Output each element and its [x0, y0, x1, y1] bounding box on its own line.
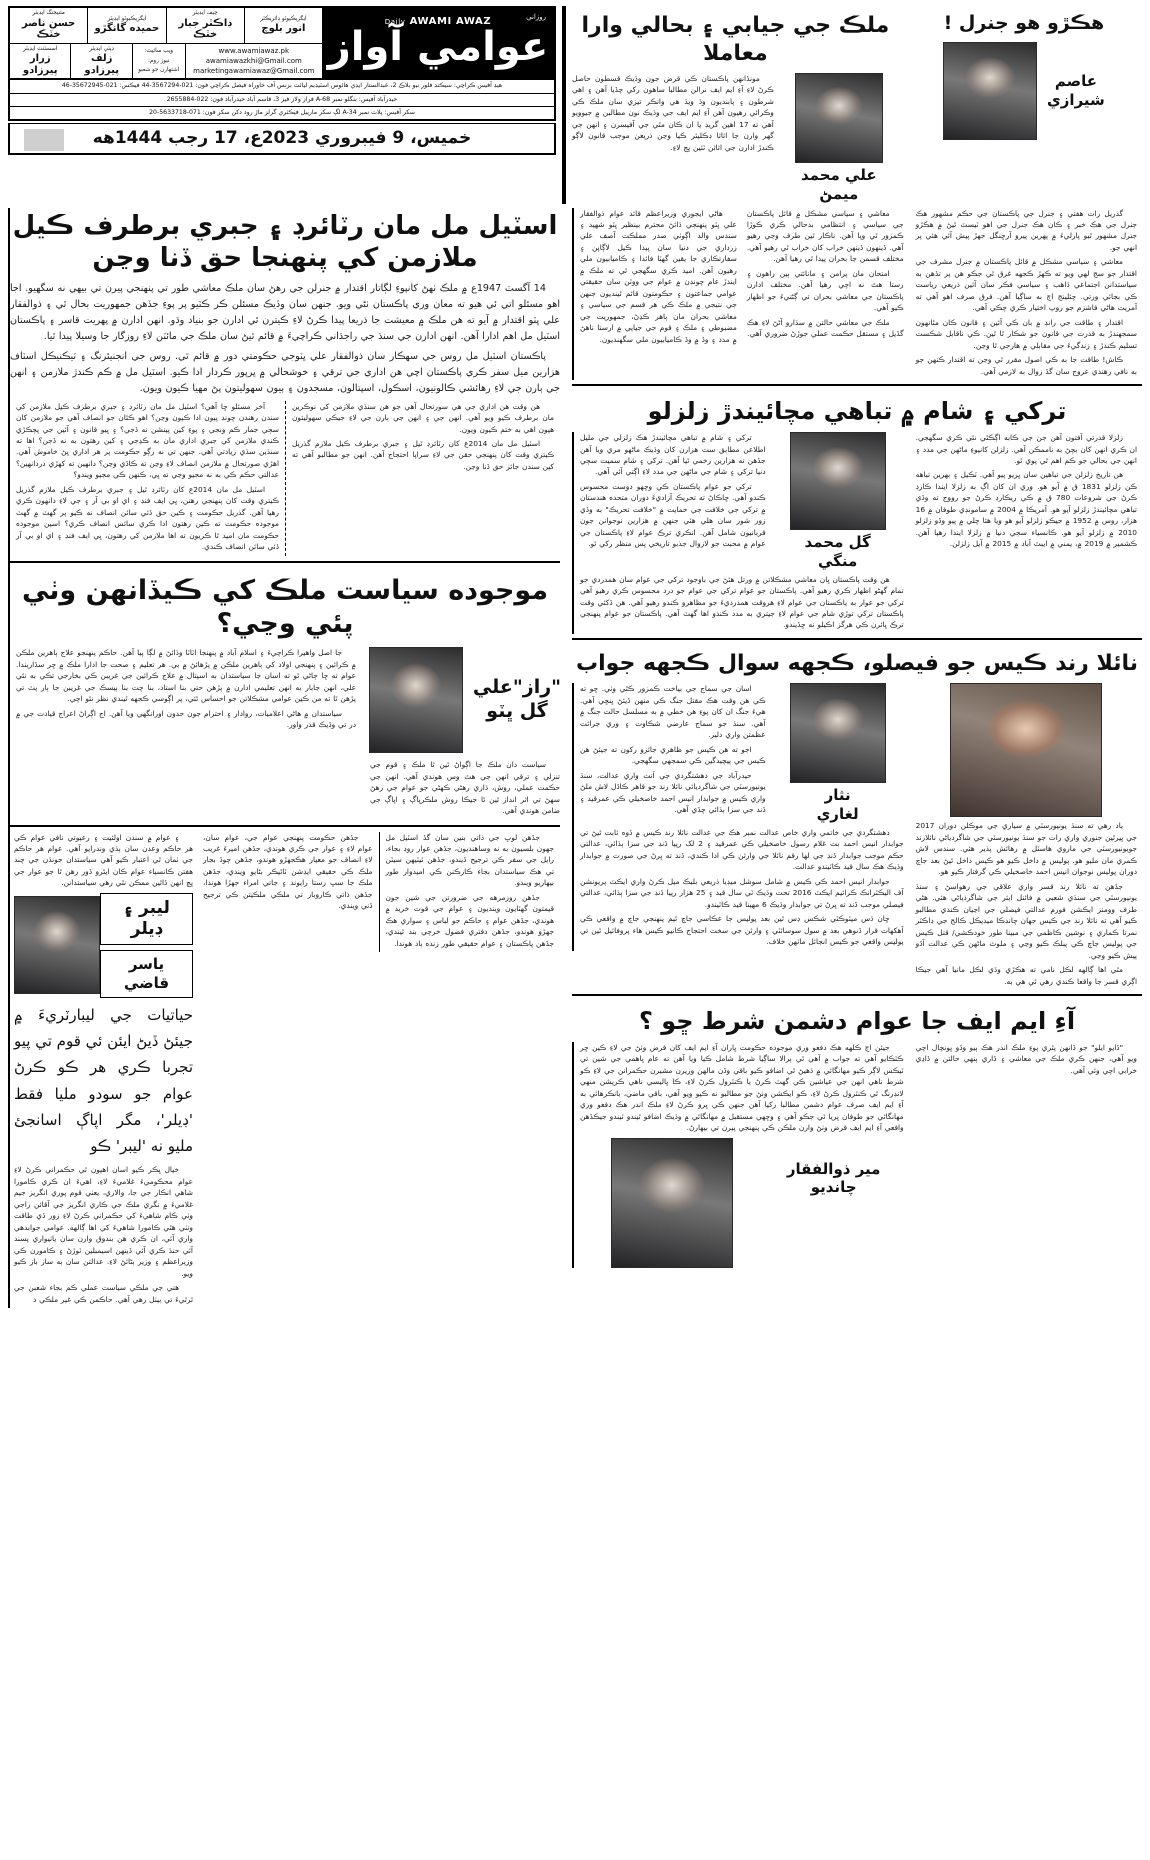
article-earthquake: [572, 384, 1142, 634]
staff-grid: [10, 8, 322, 78]
author-photo-raz-ali-gul-bhutto: [369, 647, 463, 753]
staff-cell-exec-director: ايگزيڪيوٽو ڊائريڪٽر انور بلوچ: [244, 8, 322, 43]
earthquake-col-c: هن وقت پاڪستان ڀان معاشي مشڪلاتن ۾ ورتل هئڻ جي باوجود تركي جي عوام سان همدردي جو تمام گهڻو اظهار ڪري رهيو آهي. پاڪستان جو عوام تركي جي عوام جو درد محسوس ڪري رهيو آهي تركي جو عوار به پاڪستان جي عوام لاءِ هروقت همدرديءَ جو مظاهرو ڪندو رهيو آهي. هن ڏکئي وقت پاڪستان تركي توڙي شام جي عوام لاءِ جيتري به مدد ڪندو اها گهٽ آهي. پاڪستان جو عوام پنهنجي ترڪ ڀائرن ڪي هرگز اڪيلو نه ڇڏيندو.: [580, 574, 904, 630]
web-label-3: اشتهارن جو شعبو: [138, 66, 180, 73]
byline-eq-line1: گل محمد: [804, 533, 871, 552]
main-body: [8, 208, 1142, 1308]
imf-col-a: "ڏايو ايلو" جو ڏانهن پٿري پوءِ ملڪ اندر هڪ ٻيو وڏو ڀونچال اچي ويو آهي، جنهن ڪري ملڪ جي معاشي ۽ ڏاري ٻنهي حالتن ۾ ڏاڍي خرابي اچي وئي آهي.: [915, 1042, 1137, 1075]
naila-col-a: ياد رهي ته سنڌ يونيورسٽي ۾ سياري جي موڪلن دوران 2017 جي ڀيرٿين جنوري واري رات جو سنڌ يونيورسٽي جي شاگردياڻي نائلارند جويونيورسٽي جي ماروي هاسٽل ۾ رهائش پذير هئي. سندس لاش ڪمري مان مليو هو. پوليس ۾ داخل ڪيو هو ڪيس داخل ٿيڻ بعد جاچ دوران پوليس نوجوان انيس احمد خاصخيلي ڪي گرفتار ڪيو هو. جڏهن ته نائلا رند قسر واري علاقي جي رهواسڻ ۽ سنڌ يونيورسٽي جي سنڌي شعبي ۾ فائنل ايئر جي شاگردياڻي هئي. هڻي طرف وومنز ايڪشن فورم عدالتي فيصلي جي اڃيان ڪندي مطالبو ڪيو آهي ته نائلا رند جي ڪيس جهان چانڊڪا ميڊيڪل ڪالج جي ڊاڪٽر نمرتا ڪماري ۽ نوشين ڪاظمي جي مبينا طور خودڪشي/ قتل ڪيس جي پوليس جاچ ڪي پبلڪ ڪيو وڃي ۽ ملوث ماڻهن ڪي عدالت آڏو پيش ڪيو وڃي. مٿي اها ڳالهه لڪل نامي ته هڪڙي وڌي لڪل مانيا آهي جيڪا اڳري قسر جا واقعا ڪندي رهي ٿي هي به.: [910, 683, 1142, 990]
address-block: [8, 80, 556, 121]
author-photo-mir-zulfiqar-chandio: [611, 1138, 733, 1268]
web-label-2: نيوز روم:: [148, 57, 170, 64]
author-photo-asim-shirazi: [943, 42, 1037, 140]
bahali-intro-text: مونڏانهن پاڪستان ڪي قرض جون وڌيڪ قسطون حاصل ڪرڻ لاءِ آءِ ايم ايف نرالن مطالبا ساهون رکي چڏيا آهن ۽ اهي شرطون ۽ پابنديون وڌ ويڌ هي وانڪر تيزي سان ملڪ ڪي وڪرائي رهيون آهن آءِ ايم ايف جي وڌيڪ نون مطالبن ۾ جيوويو آهي ته 17 اهين گريڊ يا ان ڪان مٿي جي آفيسرن ۽ انهن جي گهر وارن جا اثاثا ڊڪليئر ڪيا وڃن ذريعن موجب قانون لاڳو ڪندڙ ادارن جي اثاثن ٽئين ڀڄ لاءِ.: [572, 74, 774, 152]
web-label-1: ويب سائيٽ:: [144, 48, 174, 55]
headline-bahali: ملڪ جي جيابي ۽ بحالي وارا معاملا: [581, 13, 890, 66]
author-photo-nisar-laghari: [790, 683, 886, 783]
lead-intro: 14 آگسٽ 1947ع ۾ ملڪ ٺهڻ کانپوءِ لڳاتار اقتدار ۾ جنرلن جي رهڻ سان ملڪ معاشي طور تي پنهنجي پيرن تي بيهي نه سگهيو. اجا اهو مسئلو اتي ئي هيو ته معان وري پاڪستان ٺڻي ويو. جنهن سان وڏيڪ مسئلن ڪر ڪٽيو پر پوءِ جڏهن جمهوريت بحال ٿي ۽ ذوالفقار علي ڀٽو اقتدار ۾ آيو ته هن ملڪ ۾ معيشت جا ذريعا پيدا ڪرڻ لاءِ ڪيترن ئي ادارن جو بنياد وڌو. انهن ادارن ۾ پهريت قاسر ۽ پاڪستان اسٽيل مل اهم ادارا آهن. انهن ادارن جي سنڌ جي راجڌاني ڪراچيءَ ۾ قائم ٿيڻ سان ملڪ جي مائٽن لاءِ روزگار جا وسيلا پيدا ٿيا. پاڪستان اسٽيل مل روس جي سهڪار سان ذوالفقار علي ڀٽوجي حڪومتي دور ۾ قائم ٿي. روس جي انجنيئرنگ ۽ ٽيڪنيڪل اسٽاف هزارين ميل سفر ڪري پاڪستان اچي هن اداري جي ترقي ۽ خوشحالي ۾ ڀرپور ڪردار ادا ڪيو. اسٽيل مل ۾ ڪم ڪندڙ ملازمن ۽ انهن جي ٻارن جي لاءِ رهائشي ڪالونيون، اسڪول، اسپتالون، مسجدون ۽ ٻيون سهوليتون پڻ مهيا ڪيون ويون.: [10, 282, 560, 395]
byline-bahali-line1: علي محمد: [801, 166, 877, 184]
date-strip: [8, 123, 556, 155]
web-line-2[interactable]: awamiawazkhi@Gmail.com: [205, 56, 302, 65]
web-line-1[interactable]: www.awamiawaz.pk: [218, 46, 290, 55]
labor-intro-verse: حياتيات جي ليبارٽريءَ ۾ جيئڻ ڏيڻ ايئن ئي قوم تي پيو تجربا ڪري هر ڪو ڪرڻ عوام جو سودو مليا فقط 'ڊيلر'، مگر اپاڳ اسانجئ مليو نه 'ليبر' ڪو: [14, 1005, 193, 1156]
staff-row-top: [10, 8, 322, 44]
byline-labor: ياسر قاضي: [100, 950, 193, 998]
bahali-col-b: هاڻي ايجوري وزيراعظم قائد عوام ذوالفقار علي ڀٽو پنهنجي ڌائڻ محترم بينظير ڀٽو شهيد ۽ سندس والد اڳوٺي صدر مملڪت آصف علي زرداري جي دنيا سان پيدا ڪيل لاڳاپن ۽ سفارتڪاري جا يقين گهٽا فائدا ۽ ڪاميابيون ملي رهيون آهن. اميد ڪري سگهجي ٿي ته ملڪ ۾ ايندڙ عام چونڊن ۾ عوام جي ووٽن سان حقيقتي عوامي جماعتون ۽ حڪومتون قائم ٿينديون جنهن جي نتيجي ۾ ملڪ ڪي هر قسم جي سياسي ۽ معاشي بحران مان ٻاهر ڪڍڻ، جمهوريت جي مضبوطي ۽ ملڪ ۽ قوم جي جياپي ۾ ارستا ناهڻ ۾ مدد ۽ وڏ ۾ وڏ ڪاميابيون ملي سگهنديون.: [580, 208, 737, 344]
staff-cell-assistant-editor: اسسٽنٽ ايڊيٽر زرار پيرزادو: [22, 45, 58, 76]
byline-general-line2: شيرازي: [1047, 90, 1105, 109]
left-feature-area: [568, 208, 1142, 1308]
headline-imf: آءِ ايم ايف جا عوام دشمن شرط ڇو ؟: [638, 1006, 1076, 1035]
staff-cell-deputy-editor: ڊپٽي ايڊيٽر زلف پيرزادو: [70, 44, 131, 79]
byline-general-line1: عاصم: [1054, 72, 1097, 90]
staff-cell-managing-editor: مئنيجنگ ايڊيٽر حسن ناصر خٽڪ: [21, 10, 76, 41]
article-labor: [10, 825, 560, 1308]
imf-right: [572, 1042, 910, 1268]
siasat-col-b: جا اصل واهيرا ڪراچيءَ ۽ اسلام آباد ۾ پنهنجا اٽاٽا وڌائڻ ۾ لڳا پيا آهن. حاڪم پنهنجو علاج ٻاهرين ملڪن ۾ ڪرائين ۽ پنهنجي اولاد کي ٻاهرين ملڪن ۾ پڙهائڻ ۾ بي. هر تعليم ۽ صحت جا ادارا ملڪ ۾ ڇر سڏاريندا. عوام ته ڇا ڄاڻي ٿو ته اسان جا سياستدان به اسپتال ۾ علاج ڪرائين جي غريبن ڪي بخارجي تڪي به نٿي علي، انهن جابار به انهن تعليمي ادارن ۾ پڙهن حتي بنا استاد، بنا چت بنا ٻيسڪ جي غريبن جا ٻار پٽ تي پڙهن ٿا ته من ڪين عوامي مشڪلاتن جو احساس ٿئي، پر اڳوسي ڪجهه ٿيندي نظر نٿو اچي. سياستدان ۾ هاڻي اعلاميات، روادار ۽ احترام جون حدون اورانگهي ويا آهن. اج اڳراڻ اعراج قيادت جي ۾ در تي وڏيڪ قدر واور.: [16, 648, 356, 729]
author-photo-gul-muhammad-mangi: [790, 432, 886, 530]
labor-byline-boxes: [100, 893, 193, 998]
earthquake-col-b: تركي ۽ شام ۾ تباهي مچائيندڙ هڪ زلزلي جي مليل اطلاعن مطابق ست هزارن کان وڌيڪ ماڻهو مري ويا آهن جڏهن ته هزارين زخمي ٿيا آهن. تركي ۽ شام سميت سڄي دنيا تركي ۽ شام جي ماڻهن جي مدد لاءِ اڳتي آئي آهي. تركي جو عوام پاڪستان ڪي وڇهو دوست محسوس ڪندو آهي. ڇاڪاڻ ته تحريڪ آزاديءَ دوران متحده هندستان ۾ تركي جي خلافت جي حمايت ۾ "خلافت تحريڪ" به وڏي زور شور سان هلي هئي جنهن ۾ هزارين نوجوانن جون قربانيون شامل آهن. انڪري ترڪ عوام لاءِ پاڪستان جي عوام ۾ محبت جو لازوال جذبو تاريخي پس منظر رکي ٿو.: [580, 433, 766, 549]
labor-top-text: ۽ عوام ۾ سندن اولئيت ۽ رعيوتي نافي عوام ڪي هر حاڪم وعدن سان ٻڌي وندرايو آهي. عوام هر حاڪم جي ٺمان ٿي اعتبار ڪيو آهي سياستدان جونڌن جي چند هفتن ڪانسياء عوام ڪان ايٿرو ڏور رهن ٿا جو عوار جي ڀڄ انهن ڏاٿين ممڪن نٿي رهي سياستدانن.: [14, 832, 193, 888]
lead-columns: [10, 401, 560, 556]
staff-row-bottom: [10, 44, 322, 79]
logo-english-name: Daily AWAMI AWAZ: [384, 15, 492, 27]
headline-lead: اسٽيل مل مان رٽائرڊ ۽ جبري برطرف ڪيل ملازمن کي پنهنجا حق ڏنا وڃن: [12, 210, 558, 273]
address-hyderabad: حيدرآباد آفيس: بنگلو نمبر A-68 فراز ولاز فيز 3، قاسم آباد حيدرآباد فون: 022-2655884: [10, 93, 554, 106]
logo-kicker: روزاني: [526, 13, 546, 21]
masthead-block: [8, 6, 556, 80]
left-top-columns: [562, 6, 1142, 204]
byline-naila-line2: لغاري: [816, 805, 859, 824]
article-bahali-head: [564, 6, 905, 204]
staff-cell-web[interactable]: [185, 44, 322, 79]
author-photo-ali-muhammad-memon: [795, 73, 883, 163]
address-sukkur: سکر آفيس: پلاٽ نمبر A-34 لڳ سکر مارييل فيڪٽري گرلز ماڙ رود دکن سکر فون: 071-5633718-20: [10, 106, 554, 119]
article-general-head: [905, 6, 1142, 204]
staff-cell-exec-editor: ايگزيڪيوٽو ايڊيٽر حميده گانگڙو: [87, 8, 165, 43]
article-siasat: [10, 561, 560, 820]
byline-siasat-line1: "راز"علي: [472, 676, 562, 699]
lead-col-a: هن وقت هن اداري جي هي سورتحال آهي جو هن سنڌي ملازمن کي نوڪرين مان برطرف ڪيو ويو آهي. انهن جي ۽ انهن جي ٻارن جي لاءِ جيڪي سهوليتون هيون اهي به ختم ڪيون ويون. اسٽيل مل مان 2014ع کان رٽائرڊ ٿيل ۽ جبري برطرف ڪيل ملازم گذريل ڪيتري وقت کان پنهنجي حقن جي لاءِ سراپا احتجاج آهن. انهن جو مطالبو آهي ته کين سندن جائز حق ڏنا وڃن.: [285, 401, 560, 556]
byline-imf-line1: مير ذوالفقار: [786, 1159, 881, 1178]
article-imf: [572, 994, 1142, 1268]
headline-general: هڪڙو هو جنرل !: [943, 12, 1105, 34]
labor-col-b: جڏهن حڪومت پنهنجي عوام جي، عوام سان، عوام لاءِ ۽ عوار جي ڪري هوندي، جڏهن اميرءَ غريب لاءِ انصاف جو معيار هڪجهڙو هوندو، جڏهن چوڏ بجار ملڪ ڪي حقيقي ايڊشن ٽاٿيڪر بڻايو ويندي، جڏهن ملڪ جا سڀ رستا رايوند ۽ جاتي امراء جهڙا هوندا، جڏهن ذاتي ڪاروبار تي ملڪي ملڪيتن ڪي ترجيح ڏني ويندي.: [203, 832, 373, 911]
labor-col-a: جڏهن لوڀ جي ذاتي بنين سان گڏ اسٽيل مل جهون بلسيون به نه وساهنديون، جڏهن عوار روڊ بجاء، رايل جي سفر ڪي ترجيح ڏيندو، جڏهن ٽيٽيهن سيٽن تي هڪ سياستدان بجاء ڪارڪنن ڪي اميدوار طور بيهاريو ويندو. جڏهن روزمرهه جي ضرورتن جي شين جون قيمتون گهٽايون وينديون ۽ عوام جي قوت خريد ۾ هوندي، جڏهن عوام ۽ حاڪم جو لباس ۽ سواري هڪ جهڙو هوندو، جڏهن دفتري فضول خرچي بند ٿيندي، جڏهن پاڪستان ۽ عوام حقيقي طور زنده باد هوندا.: [379, 832, 561, 953]
headline-siasat: موجوده سياست ملڪ کي ڪيڏانهن وٺي پئي وڃي؟: [21, 574, 549, 640]
author-photo-yasir-qazi: [14, 896, 100, 994]
left-top-text-row: [572, 208, 1142, 381]
web-line-3[interactable]: marketingawamiawaz@Gmail.com: [193, 67, 315, 76]
article-lead: [10, 210, 560, 556]
byline-bahali: [779, 73, 899, 204]
headline-labor: ليبر ۽ ڊيلر: [100, 893, 193, 946]
bahali-article-body: [572, 208, 910, 381]
byline-imf-line2: چانديو: [810, 1178, 857, 1197]
newspaper-logo[interactable]: [322, 8, 554, 78]
logo-urdu-name: عوامي آواز: [327, 23, 549, 70]
article-naila: [572, 638, 1142, 990]
staff-cell-web-labels: [132, 44, 185, 79]
headline-earthquake: تركي ۽ شام ۾ تباهي مچائيندڙ زلزلو: [647, 397, 1067, 426]
bahali-col-a: معاشي ۽ سياسي مشڪل ۾ قائل پاڪستان جي سياسي ۽ انتظامي بدحالي ڪري ڪوڙا ڪمزور ٿي ويا آهن. ناڪار ٿين طرف وڃي رهيو آهي. ڏينهون ڏينهن خراب کان خراب ٿي رهيو آهي. مختلف قسمن جا بحران پيدا ٿي رهيا آهن. امتحان مان پرامن ۽ مانائتي ٻين راهون ۽ رستا هٿ نه اچي رهيا آهن. مختلف ادارن پاڪستان جي معاشي بحران تي ڳڻتيءَ جو اظهار ڪيو آهي. ملڪ جي معاشي حالتن ۾ سڌارو آڻڻ لاءِ هڪ گڏيل ۽ مستقل حڪمت عملي جوڙڻ ضروري آهي.: [746, 208, 904, 339]
general-article-body: گذريل رات هفتي ۽ جنرل جي پاڪستان جي حڪم مشهور هڪ جنرل جي هڪ خبر ۽ ڪان هڪ جنرل جي اهو ٽيسٽ ٿيڻ ۾ هڪڙو جنرل مشهور ٿيو پارليءَ ۾ پهرين پيرو آرڇنگل جهڙ پيش آئي هئي پر انهي جو. معاشي ۽ سياسي مشڪل ۾ قائل پاڪستان ۾ جنرل مشرف جي اقتدار جو سج لهي ويو ته ڪهڙ ڪجهه غرق ٿي جڪو هن پر تڏهن به سياستدانن اجتماعي ڌاهب ۽ سياسي فڪر سان آئين ذريعي رياست ڪي بجائي ورتي. چئلينج اڄ به ساڳيا آهن. فرق صرف اهو آهي ته آمريت هاڻي فاشزم جو روپ اختيار ڪري چڪي آهي. اقتدار ۽ طاقت جي رانڊ ۾ بان ڪي آئين ۽ قانون ڪان مٿانهون سمجهندڙ به قدرت جي قانون جو شڪار ٿا ٿين. ڪي ناقابل شڪست تسليم ڪندڙ ۽ زندگيءَ جي مقابلي ۾ هارجي ٿا وڃن. ڪاش! طاقت جا به ڪي اصول مقرر ٿي وڃن ته اقتدار ڪنهن جو به نافي رهندي عروج سان گڏ زوال به لازمي آهي.: [915, 208, 1137, 376]
naila-right: [572, 683, 910, 950]
naila-col-b: اسان جي سماج جي بياخت ڪمزور ڪٿي وٺي. ڇو ته ڪي هن وقت هڪ مقتل جنگ ڪي منهن ڏيئڻ ڀنڇي آهي. هيءَ جنگ ان کان پوءِ هن خطي ۾ به مسلسل حالت جنگ ۾ آهي. سنڌ جو سماج عارضي شڪاوت ۽ وري جرائت عظمتن واري دلير. اجو ته هن ڪيس جو ظاهري جائزو رکون ته جيئڻ هن ڪيس جي پيچيدگين ڪي سمجهي سگهجي. حيدرآباد جي دهشتگردي جي اَنت واري عدالت، سنڌ يونيورسٽي جي شاگرديائي نائلا رند جو قاهر ڪاڏل لاش ملڻ واري ڪيس ۾ جوابدار انيس احمد خاصخيلي ڪي عمرقيد ۽ ڏند جي سزا ٻڌائي چڏي آهي.: [580, 684, 766, 815]
address-karachi: هيڊ آفيس ڪراچي: سيڪنڊ فلور نيو بلاڪ 2، عبدالستار ايڊي هائوس اسٽيڊيم ليائت بزنس آف خاوراه فيصل ڪراچي فون: 021-3567294-44 فيڪس: 021-35672945-46: [61, 82, 503, 90]
labor-bottom-text: خيال ڀڪر ڪيو اسان اهيون ٿي حڪمراني ڪرڻ لاءِ عوام محڪوميءَ غلاميءَ لاءِ، اهيءَ ان ڪري ڪامورا شاهي انڪار جي جا، والاري، يعني قوم پوري انگريز جيم غلاميءَ ۾ نگري ملڪ جي ڪاري انگريز جي آقائن راجي وٺي ڪام شاهيءَ کي حڪمراني ڪرڻ لاءِ زور ڏي طاقت ونٺي هٿي ڪامورا شاهيءَ کي اها ڳالهه. عوامي جوابدهي واري آئي، ان ڪري هن بندوق وارن سان ياٺيواري پسند آئي حنڌ ڪري آئي ڏينهن اسيمبلين ٽوڙڻ ۽ ڪامورن ڪي وزيراعظم ۽ وزير بڻائڻ لاءِ. عدالتن سان به ساز باز ڪيو ويو. هتي جي ملڪي سياست عملي ڪم بجاء شعبن جي ٿرٿيءَ تي بيٺل رهي آهي. حاڪمن ڪي غير ملڪي د: [14, 1165, 193, 1304]
photo-naila-rind: [950, 683, 1102, 817]
byline-general: [911, 42, 1137, 140]
headline-naila: نائلا رند ڪيس جو فيصلو، ڪجهه سوال ڪجهه جواب: [576, 650, 1138, 676]
byline-naila-line1: نثار: [824, 786, 851, 805]
byline-eq-line2: منگي: [817, 551, 858, 570]
labor-col-c: [10, 832, 197, 1308]
naila-col-c: دهشتگردي جي خاتمي واري خاص عدالت نمبر هڪ جي عدالت نائلا رند ڪيس ۾ ڏوه ثابت ٿيڻ تي جوابدار انيس احمد بت غلام رسول خاصخيلي ڪي عمرقيد ۽ 2 لک رپيا ڏنڊ جي سزا ٻڌائي، عدالتي حڪم موجب جوابدار ڏنڊ جي لها رقم نائلا جي وارثن ڪي ادا ڪندي، ڏند ته ڀرڻ جي صورت ۾ جوابدار وڌيڪ هڪ سال قيد ڪاٽيندو عدالت. جوابدار انيس احمد ڪي ڪيس ۾ شامل سوشل ميڊيا ذريعي بليڪ ميل ڪرڻ واري ايڪٽ پريونشن آف اليڪٽرانڪ ڪرائيم ايڪٽ 2016 تحت وڌيڪ ٽي سال قيد ۽ 25 هزار رپيا ڏنڊ جي سزا ٻڌائي، عدالتي فيصلي موجب ڏند ته ڀرڻ تي جوابدار وڌيڪ 6 مهينا قيد ڪاٽيندو. ڇان ڌس ميٽوڪٽي شڪس ڊس ٿين بعد پوليس جا عڪاسي جاچ ٿيم پنهنجي جاچ ۾ واقعي ڪي آهکهات قرار ڏنوهي بعد ۾ سول سوسائٽي ۽ وارثن جي سخت احتجاج ڪانيو ڪيس هاء پروفائيل ٿين تي پوليس واقعي جو ڪيس انجائل ماٺهن خلاف.: [580, 827, 904, 947]
lead-col-b: آخر مسئلو ڇا آهي؟ اسٽيل مل مان رٽائرڊ ۽ جبري برطرف ڪيل ملازمن کي سندن رهندن چونڊ پيون ادا ڪيون وڃن؟ اهو ڪٿان جو انصاف آهي جو ملازمن کان سڄي جمار ڪم ونجي ۽ پوءِ کين پينشن نه ڏجي؟ ۽ ڀيو قانون ۽ آئين جي پڄڪڙي ڪندي ملازمن کي جبري اداري مان به ڪڍجي ۽ کين رهتون به نه ڏجن؟ اها ته سنڌين سڌي زيادتي آهي. جنهن تي نه رڳو حڪومت پر هر اداري ڀڻ خاموش آهي. اهڙي صورتحال ۾ ملازمن انصاف لاءِ وڃن ته ڪاڏي وڃن؟ دانهين ته کهڙي دردانهين؟ عدالتي حڪم ڪي به نه مجيو وڃي ته ڀي، ڪنهن ڪي مجيو ويندو؟ اسٽيل مل مان 2014ع کان رٽائرڊ ٿيل ۽ جبري برطرف ڪيل ملازم گذريل ڪيتري وقت کان پنهنجي رهتن، ڀي ايف فنڊ ۽ اي او بي آر ۽ جي لاءِ دانهون ڪري رهيا آهن. گذريل حڪومت ۽ ڪين حق ڏئي سائن انصاف نه ڪيو پر گهٽ ۾ گهٽ موجوده حڪومت ته ڪين رهتون ادا ڪري سائس انصاف ڪري؟ اسين موجوده حڪومت مان اميد ٿا ڪريون ته اها ملازمن کي رهتون، ڀي ايف فنڊ ۽ اي او بي آر ڏئي سائن انصاف ڪندي.: [16, 401, 279, 552]
byline-earthquake: [766, 432, 904, 571]
byline-bahali-line2: ميمڻ: [819, 184, 859, 203]
staff-cell-chief-editor: چيف ايڊيٽر ڊاڪٽر جبار خٽڪ: [166, 8, 244, 43]
imf-col-b: جيئن اڄ ڪلهه هڪ دفعو وري موجوده حڪومت ڀاران آءِ ايم ايف کان قرض وٺڻ جي لاءِ ڪين ڇر ڪٽڪايو آهي ته جواب ۾ آهي ٿي ٻرالا ساڳيا شرط شامل ڪيا ويا آهن ته عام ڀاهمي جي شين تي ٽيڪس لاڳر ڪيو مهانگائي ۾ ڌهيڻ ٿي اضافو ڪيو باقي وڏن مالهن وزيرن مشيرن حڪمرانن جي لاءِ ڪو شرط ناهي انهن جي عياشين ڪي گهٽ ڪرڻ يا ڪنٽرول ڪرڻ لاءِ، ڪا ڀاليسي ناهي ڪرپشن منهي لانڊرنگ ٿي ڪنٽرول ڪرڻ لاءِ، ڪو ايڪشن وٺڻ جو مطالبو نه ڪيو ويو آهي، باقي ماضي، بانڪرهائي به آءِ ايم ايف صرف عوام دشمن مطالبا رکيا آهن جنهن ڪي ڀرو ڪرڻ لاءِ ملڪ اندر هڪ دفعو وري مهانگائي جو طوفان ڀريا ٿي جڪو آهي ۽ وڇهي مستقبل ۾ مهانگائي ۾ وڌيڪ اضافو ٿيندو ٽيندو جيڪڏهن واقعي آءِ ايم ايف قرض وٺڻ وارن ملڪن ڪي پنهنجي پيرن تي بيهارڻ.: [580, 1042, 904, 1133]
earthquake-right: [572, 432, 910, 634]
byline-naila: [766, 683, 904, 824]
byline-siasat-line2: گل ڀٽو: [486, 700, 548, 723]
masthead: [8, 6, 556, 204]
date-strip-grey-block: [24, 129, 64, 151]
masthead-row: [8, 6, 1142, 204]
earthquake-col-a: زلزلا قدرتي آفتون آهن جن جي ڪابه اڳڪٿي نٿي ڪري سگهجي. ان ڪري انهن کان بچڻ به ناممڪن آهي. زلزلن کانپوءِ ماڻهن جي مدد ۽ انهن جي بحالي جو ڪم اهم ٿي پوي ٿو. هن تاريخ زلزلن جي تباهين سان ڀريو پيو آهي. ٽڪيل ۽ بهرين تباهه ڪن زلزلو 1831 ق ۾ آيو هو. وري ان کان اڳ به زلزلا ايندا ڪارڊ ڪرڻ جي شروعات 780 ق ۾ ڪي ريڪارڊ ڪرڻ جو رووج ته وڏي تباهي مچائيندڙ زلزلو آيو هو. آمريڪا ۾ 2004 ۾ سامونڊي طوفان ۾ 16 هزار، روس ۾ 1952 ۾ جيڪو زلزلو آيو هو ويا هئا چلي ۾ پيو وڏو زلزلو 2010 ۾ زلزلو آيو هو. ڪانسياء سڄي دنيا ۾ زلزلا ايندا رهيا آهن. ڪشمير ۾ 2019 ۾، يمني ۾ ايبٽ آباد ۾ 2015 ۾ آيل زلزلن.: [915, 433, 1137, 549]
date-text: خميس، 9 فيبروري 2023ع، 17 رجب 1444هه: [92, 128, 472, 149]
byline-siasat: [362, 647, 560, 819]
right-main-column: [8, 208, 568, 1308]
byline-imf: [764, 1138, 904, 1198]
siasat-col-a: سياست دان ملڪ جا اڳواڻ ٿين ٿا ملڪ ۽ قوم جي تنزلي ۽ ترقي انهن جي هٿ وس هوندي آهي. انهن جي حڪمت عملي، روش، ڌاري رهڻي ڪهڻي جو عوام جي رهڻ سهڻ تي اثر انداز ٿين ٿا جيڪا روش ملڪرڀاڳ ۽ اڀاڳ جي ضامن هوندي آهي.: [370, 760, 560, 816]
